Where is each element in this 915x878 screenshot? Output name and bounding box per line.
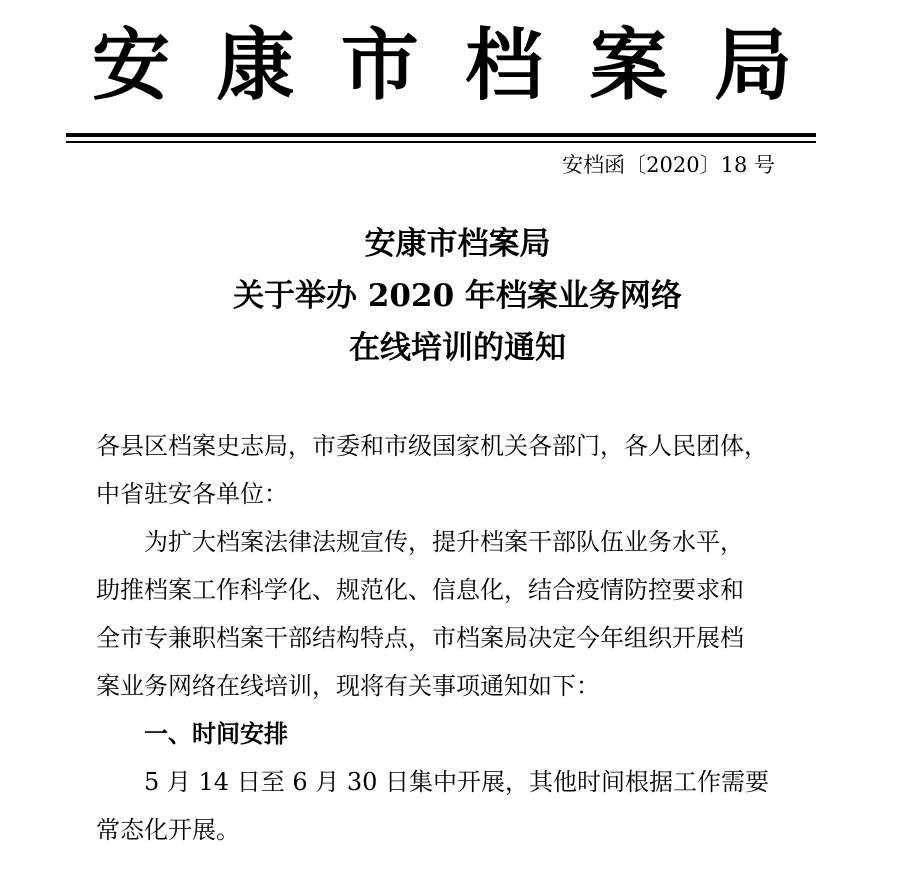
header-char: 康 [216,20,295,111]
paragraph-line: 5 月 14 日至 6 月 30 日集中开展，其他时间根据工作需要 [144,768,770,796]
header-rule-thick [66,133,816,137]
section-heading: 一、时间安排 [144,719,288,748]
document-title [0,218,915,374]
header-char: 安 [92,20,171,111]
header-char: 档 [465,20,544,111]
paragraph-line: 全市专兼职档案干部结构特点，市档案局决定今年组织开展档 [96,624,744,652]
header-char: 市 [340,20,419,111]
header-char: 局 [713,20,792,111]
addressee-line: 各县区档案史志局，市委和市级国家机关各部门，各人民团体， [96,432,768,460]
title-line: 关于举办 2020 年档案业务网络 [233,278,682,314]
addressee-line: 中省驻安各单位： [96,480,288,508]
document-body [96,422,796,854]
issuing-authority-header [92,16,792,116]
paragraph-line: 助推档案工作科学化、规范化、信息化，结合疫情防控要求和 [96,576,744,604]
document-number: 安档函〔2020〕18 号 [562,153,775,177]
paragraph-line: 为扩大档案法律法规宣传，提升档案干部队伍业务水平， [144,528,744,556]
title-line: 安康市档案局 [364,226,551,262]
paragraph-line: 案业务网络在线培训，现将有关事项通知如下： [96,672,600,700]
title-line: 在线培训的通知 [349,330,566,366]
header-char: 案 [589,20,668,111]
header-rule-thin [66,141,816,143]
paragraph-line: 常态化开展。 [96,816,240,844]
